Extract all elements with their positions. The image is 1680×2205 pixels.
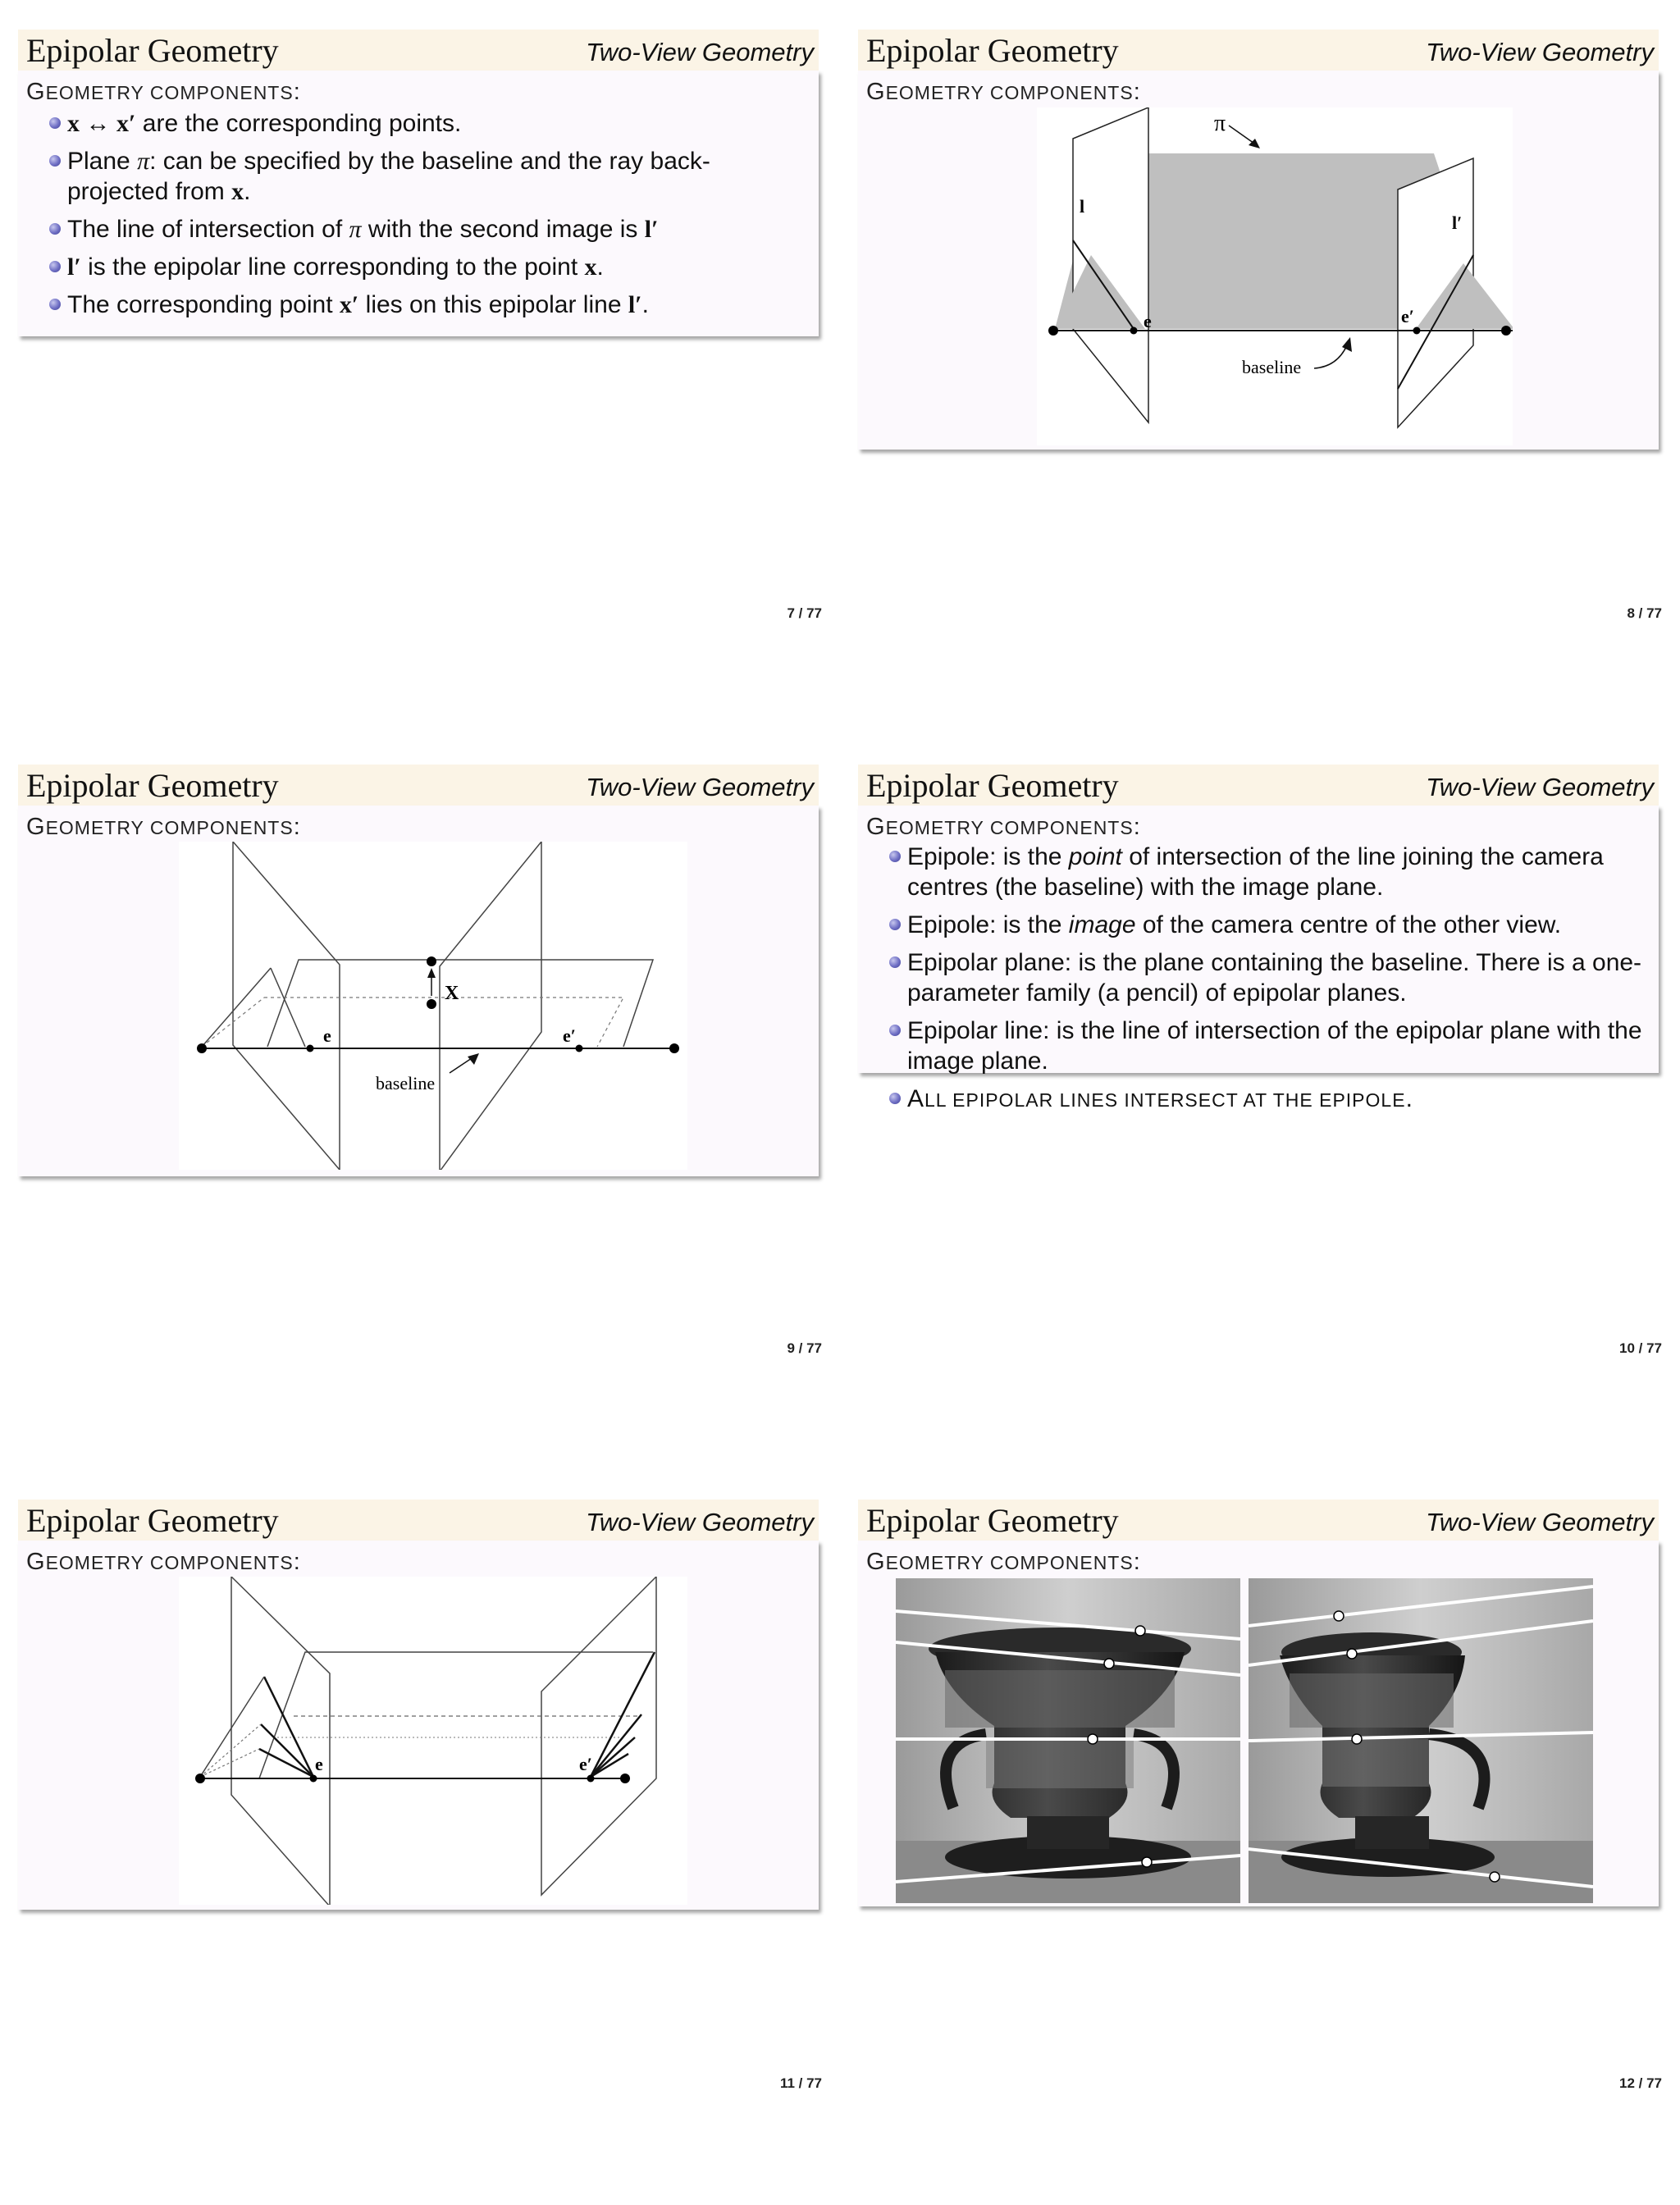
- epipole-e-prime: [576, 1045, 583, 1052]
- slide-8: [840, 0, 1680, 735]
- block-heading: GEOMETRY COMPONENTS:: [26, 1549, 301, 1575]
- l-prime-label: l′: [1452, 212, 1463, 233]
- baseline-label: baseline: [376, 1073, 436, 1093]
- content-block: [858, 1541, 1659, 1906]
- pi-label: π: [1214, 111, 1226, 136]
- slide-header: [858, 765, 1659, 806]
- point-x: [427, 956, 436, 966]
- page-number: 10 / 77: [1619, 1340, 1662, 1356]
- slide-header: [18, 1500, 819, 1541]
- content-block: [858, 71, 1659, 450]
- bullet-icon: [889, 1025, 901, 1036]
- list-item: Epipole: is the image of the camera centre of the other view.: [858, 910, 1646, 940]
- point-marker: [1490, 1872, 1500, 1882]
- list-item: Epipolar line: is the line of intersection of the epipolar plane with the image plane.: [858, 1016, 1646, 1076]
- block-heading: GEOMETRY COMPONENTS:: [866, 79, 1141, 105]
- epipolar-figure-point-x: [179, 842, 687, 1170]
- slide-header: [858, 1500, 1659, 1541]
- content-block: [18, 71, 819, 336]
- baseline-label: baseline: [1242, 357, 1302, 377]
- list-item: x ↔ x′ are the corresponding points.: [18, 108, 806, 139]
- slide-title: Epipolar Geometry: [26, 767, 279, 804]
- slide-9: [0, 735, 840, 1470]
- bullet-icon: [49, 223, 61, 235]
- content-block: [858, 806, 1659, 1112]
- e-label: e: [315, 1754, 323, 1774]
- slide-title: Epipolar Geometry: [866, 1502, 1119, 1539]
- e-prime-label: e′: [563, 1025, 576, 1046]
- l-label: l: [1080, 196, 1085, 217]
- bullet-icon: [889, 851, 901, 862]
- bullet-list: [18, 108, 806, 327]
- slide-title: Epipolar Geometry: [866, 767, 1119, 804]
- slide-title: Epipolar Geometry: [866, 32, 1119, 69]
- bullet-list: [858, 842, 1646, 1123]
- bullet-icon: [49, 155, 61, 167]
- point-marker: [1104, 1659, 1114, 1669]
- camera-centre-right: [1501, 326, 1511, 336]
- list-item: Epipolar plane: is the plane containing the baseline. There is a one-parameter family (a pencil) of epipolar planes.: [858, 947, 1646, 1008]
- slide-11: [0, 1470, 840, 2205]
- point-marker: [1142, 1857, 1152, 1867]
- camera-centre-right: [669, 1043, 679, 1053]
- point-marker: [1347, 1649, 1357, 1659]
- slide-subtitle: Two-View Geometry: [586, 1508, 814, 1536]
- point-marker: [1352, 1734, 1362, 1744]
- slide-12: [840, 1470, 1680, 2205]
- page-number: 11 / 77: [779, 2075, 822, 2091]
- slide-header: [858, 30, 1659, 71]
- vase-epipolar-photos: [896, 1578, 1613, 1903]
- point-marker: [1088, 1734, 1098, 1744]
- block-heading: GEOMETRY COMPONENTS:: [866, 814, 1141, 840]
- slide-subtitle: Two-View Geometry: [1426, 773, 1654, 801]
- camera-centre-left: [197, 1043, 207, 1053]
- epipole-e: [1130, 327, 1138, 335]
- epipolar-pencil-figure: [179, 1577, 687, 1905]
- epipole-e-prime: [587, 1775, 595, 1783]
- slide-header: [18, 765, 819, 806]
- e-label: e: [323, 1025, 331, 1046]
- epipole-e: [310, 1775, 317, 1783]
- point-x-projection: [427, 999, 436, 1009]
- camera-centre-right: [620, 1774, 630, 1783]
- bullet-icon: [49, 261, 61, 272]
- slide-title: Epipolar Geometry: [26, 32, 279, 69]
- epipole-e: [307, 1045, 314, 1052]
- slide-7: [0, 0, 840, 735]
- x-label: X: [445, 983, 459, 1004]
- slide-subtitle: Two-View Geometry: [586, 773, 814, 801]
- e-label: e: [1144, 311, 1152, 331]
- point-marker: [1334, 1611, 1344, 1621]
- slide-subtitle: Two-View Geometry: [586, 38, 814, 66]
- e-prime-label: e′: [579, 1754, 592, 1774]
- list-item: The corresponding point x′ lies on this epipolar line l′.: [18, 290, 806, 320]
- block-heading: GEOMETRY COMPONENTS:: [26, 814, 301, 840]
- slide-header: [18, 30, 819, 71]
- list-item: Epipole: is the point of intersection of the line joining the camera centres (the baseline) with the image plane.: [858, 842, 1646, 902]
- bullet-icon: [889, 956, 901, 968]
- page-number: 9 / 77: [787, 1340, 822, 1356]
- epipolar-plane-figure: [1037, 107, 1513, 445]
- page-number: 12 / 77: [1619, 2075, 1662, 2091]
- epipole-e-prime: [1413, 327, 1421, 335]
- slide-title: Epipolar Geometry: [26, 1502, 279, 1539]
- page-number: 8 / 77: [1627, 605, 1662, 621]
- slide-10: [840, 735, 1680, 1470]
- bullet-icon: [889, 1093, 901, 1104]
- list-item: The line of intersection of π with the second image is l′: [18, 214, 806, 244]
- page-number: 7 / 77: [787, 605, 822, 621]
- list-item: l′ is the epipolar line corresponding to the point x.: [18, 252, 806, 282]
- block-heading: GEOMETRY COMPONENTS:: [866, 1549, 1141, 1575]
- block-heading: GEOMETRY COMPONENTS:: [26, 79, 301, 105]
- content-block: [18, 1541, 819, 1910]
- point-marker: [1135, 1626, 1145, 1636]
- slide-subtitle: Two-View Geometry: [1426, 1508, 1654, 1536]
- bullet-icon: [889, 919, 901, 930]
- e-prime-label: e′: [1401, 306, 1414, 326]
- list-item: Plane π: can be specified by the baseline and the ray back-projected from x.: [18, 146, 806, 207]
- camera-centre-left: [1048, 326, 1058, 336]
- content-block: [18, 806, 819, 1176]
- bullet-icon: [49, 299, 61, 310]
- slide-subtitle: Two-View Geometry: [1426, 38, 1654, 66]
- list-item: ALL EPIPOLAR LINES INTERSECT AT THE EPIPOLE.: [858, 1084, 1646, 1116]
- camera-centre-left: [195, 1774, 205, 1783]
- bullet-icon: [49, 117, 61, 129]
